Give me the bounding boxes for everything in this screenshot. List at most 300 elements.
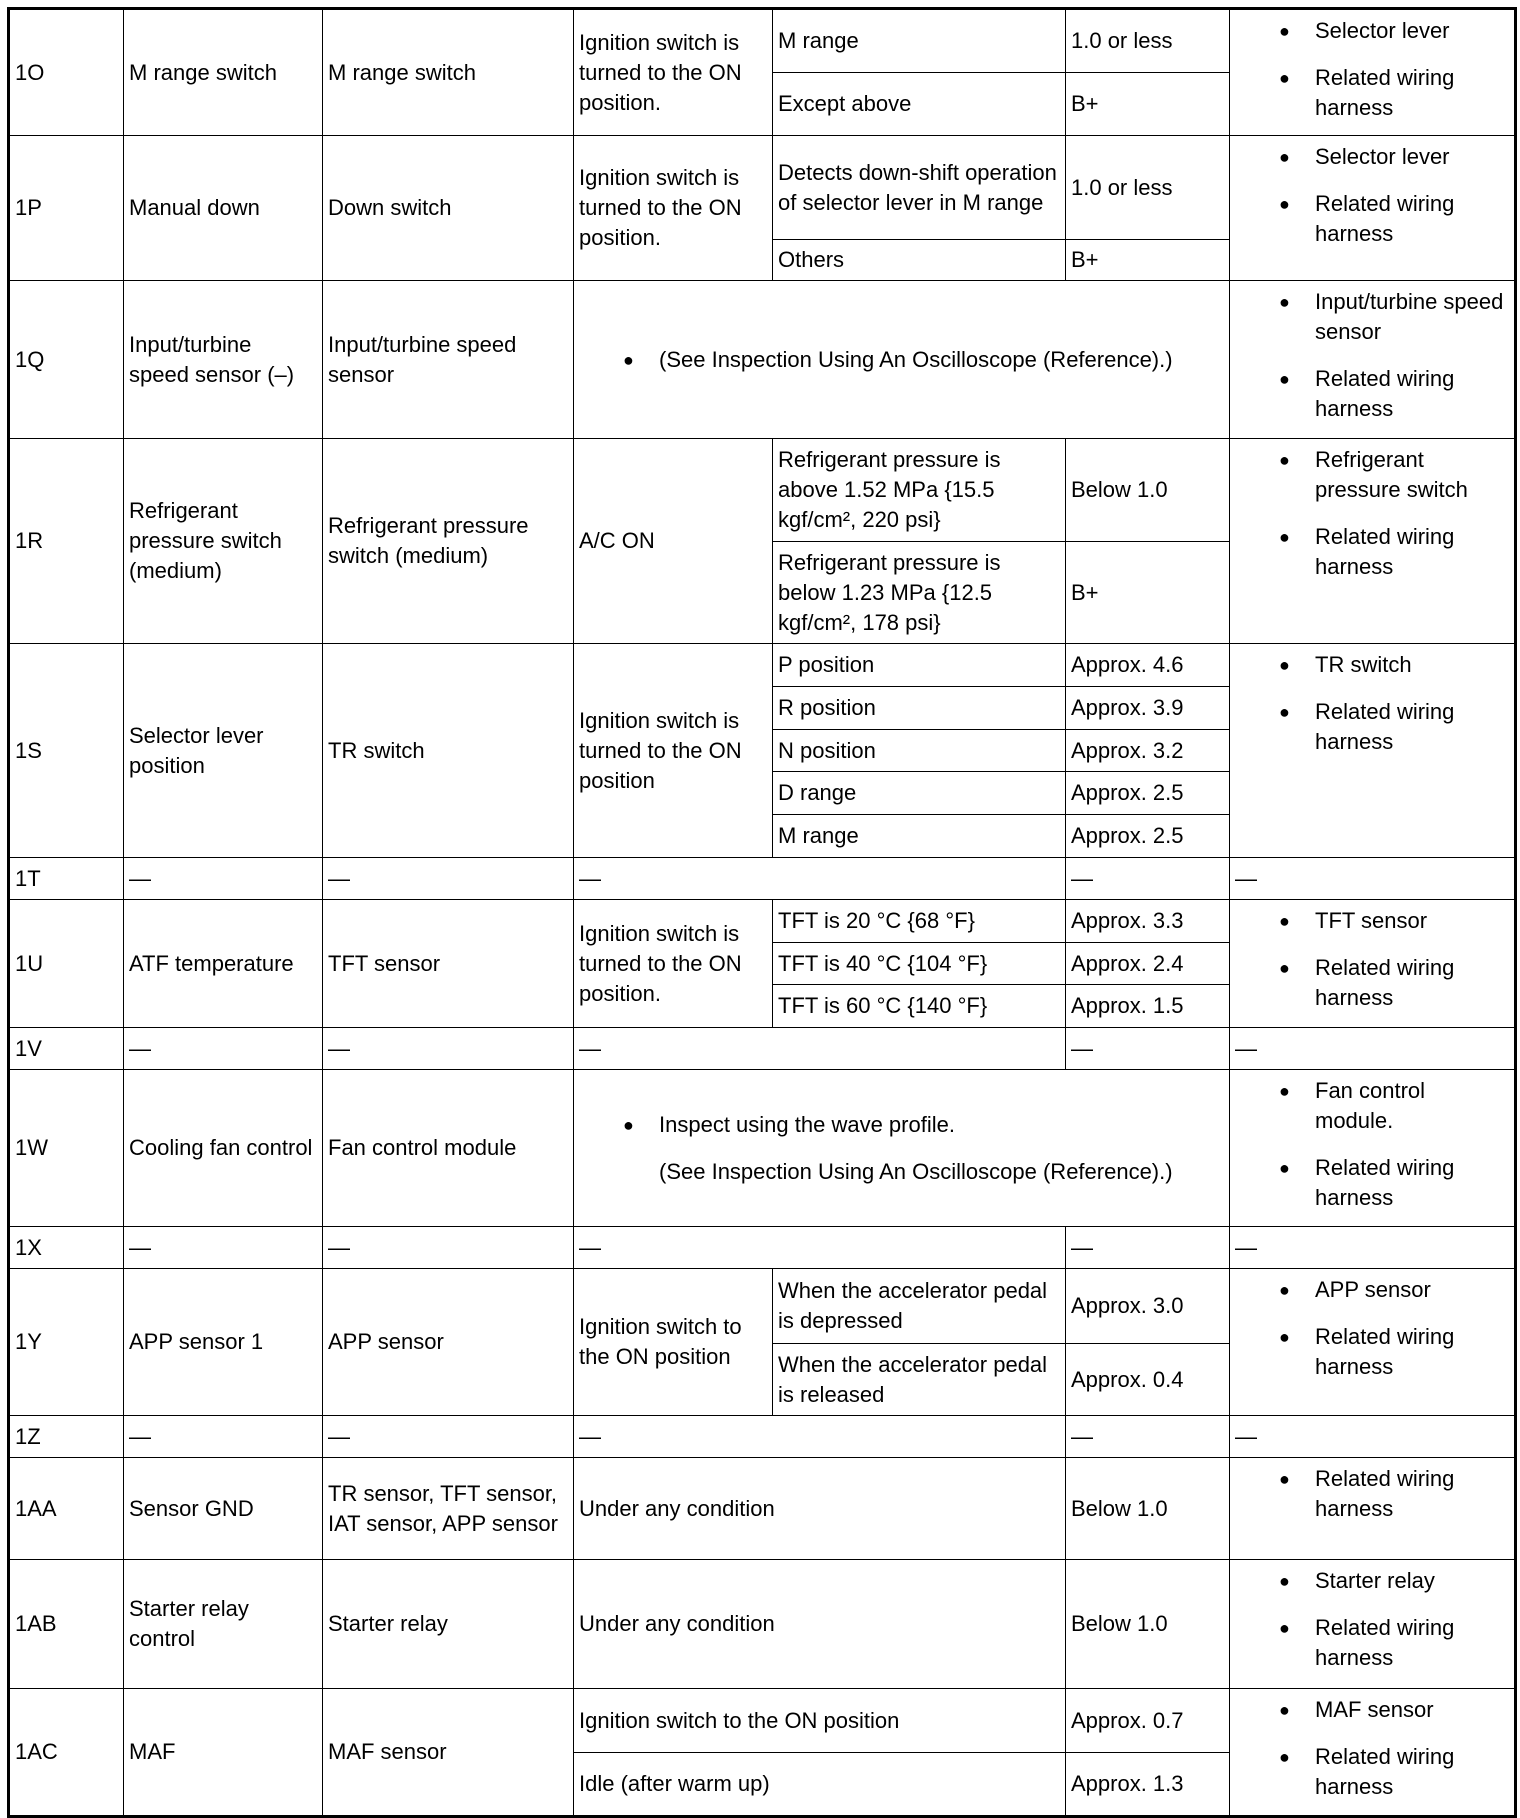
signal-cell <box>124 1458 323 1560</box>
measurement-condition-cell <box>773 687 1066 730</box>
condition-cell-text: — <box>579 1423 601 1449</box>
voltage-cell <box>1066 815 1230 858</box>
voltage-cell-text: — <box>1071 1035 1093 1061</box>
inspection-cell <box>1230 644 1516 858</box>
inspection-cell <box>1230 1070 1516 1227</box>
measurement-condition-cell <box>773 136 1066 240</box>
inspection-item-text: Selector lever <box>1315 18 1450 43</box>
note-cell <box>574 281 1230 439</box>
measurement-condition-cell <box>773 542 1066 644</box>
inspection-item <box>1235 189 1509 249</box>
table-row <box>9 1416 1516 1458</box>
signal-cell-text: Selector lever position <box>129 722 264 778</box>
measurement-condition-cell <box>574 1689 1066 1753</box>
voltage-cell <box>1066 240 1230 281</box>
terminal-cell-text: 1Z <box>15 1423 41 1449</box>
inspection-item-text: APP sensor <box>1315 1277 1431 1302</box>
connected-to-cell-text: TFT sensor <box>328 950 441 976</box>
bullet-icon: ● <box>1279 1469 1290 1489</box>
measurement-condition-cell <box>773 1344 1066 1416</box>
bullet-icon: ● <box>1279 194 1290 214</box>
voltage-cell-text: B+ <box>1071 247 1099 272</box>
voltage-cell-text: Approx. 3.0 <box>1071 1293 1184 1318</box>
inspection-cell <box>1230 1458 1516 1560</box>
connected-to-cell-text: — <box>328 1035 350 1061</box>
inspection-item-text: Starter relay <box>1315 1568 1435 1593</box>
condition-cell-text: — <box>579 1234 601 1260</box>
signal-cell <box>124 439 323 644</box>
measurement-condition-cell <box>773 900 1066 943</box>
terminal-cell <box>9 1227 124 1269</box>
table-row <box>9 1458 1516 1560</box>
voltage-cell-text: — <box>1071 1423 1093 1449</box>
inspection-item <box>1235 445 1509 505</box>
signal-cell-text: — <box>129 865 151 891</box>
bullet-icon: ● <box>1279 1327 1290 1347</box>
condition-cell <box>574 439 773 644</box>
terminal-cell-text: 1U <box>15 950 44 976</box>
inspection-list <box>1235 1566 1509 1673</box>
note-continuation: (See Inspection Using An Oscilloscope (Reference).) <box>659 1158 1173 1184</box>
inspection-item <box>1235 1076 1509 1136</box>
connected-to-cell <box>323 1689 574 1817</box>
measurement-condition-cell <box>773 73 1066 136</box>
measurement-condition-cell <box>773 943 1066 985</box>
voltage-cell <box>1066 900 1230 943</box>
measurement-condition-cell-text: Idle (after warm up) <box>579 1771 770 1796</box>
table-row <box>9 1269 1516 1344</box>
voltage-cell <box>1066 1560 1230 1689</box>
table-row <box>9 1227 1516 1269</box>
condition-cell <box>574 1416 1066 1458</box>
voltage-cell-text: Approx. 2.5 <box>1071 780 1184 805</box>
terminal-cell-text: 1Q <box>15 346 45 372</box>
signal-cell <box>124 644 323 858</box>
inspection-list <box>1235 142 1509 249</box>
inspection-item-text: Related wiring harness <box>1315 191 1455 246</box>
voltage-cell <box>1066 1458 1230 1560</box>
signal-cell-text: Cooling fan control <box>129 1135 313 1160</box>
voltage-cell <box>1066 1227 1230 1269</box>
terminal-cell-text: 1AC <box>15 1739 58 1764</box>
bullet-icon: ● <box>1279 21 1290 41</box>
inspection-list <box>1235 16 1509 123</box>
voltage-cell <box>1066 1753 1230 1817</box>
terminal-voltage-table <box>7 7 1517 1818</box>
voltage-cell <box>1066 136 1230 240</box>
voltage-cell <box>1066 542 1230 644</box>
connected-to-cell <box>323 644 574 858</box>
inspection-list <box>1235 650 1509 757</box>
signal-cell-text: — <box>129 1234 151 1260</box>
connected-to-cell-text: Fan control module <box>328 1135 517 1160</box>
bullet-icon: ● <box>1279 1081 1290 1101</box>
bullet-icon: ● <box>1279 1618 1290 1638</box>
connected-to-cell <box>323 281 574 439</box>
condition-cell-text: Ignition switch to the ON position <box>579 1314 742 1369</box>
terminal-cell-text: 1T <box>15 865 41 891</box>
connected-to-cell <box>323 1458 574 1560</box>
signal-cell <box>124 281 323 439</box>
terminal-cell <box>9 1689 124 1817</box>
measurement-condition-cell-text: R position <box>778 695 876 720</box>
bullet-icon: ● <box>1279 958 1290 978</box>
condition-cell-text: Ignition switch is turned to the ON position. <box>579 29 742 115</box>
measurement-condition-cell <box>773 439 1066 542</box>
connected-to-cell <box>323 1416 574 1458</box>
condition-cell <box>574 1269 773 1416</box>
bullet-icon: ● <box>1279 527 1290 547</box>
inspection-item <box>1235 1613 1509 1673</box>
connected-to-cell-text: APP sensor <box>328 1329 444 1354</box>
inspection-item <box>1235 1464 1509 1524</box>
signal-cell-text: Input/turbine speed sensor (–) <box>129 331 295 387</box>
inspection-item-text: Related wiring harness <box>1315 1324 1455 1379</box>
inspection-list <box>1235 1275 1509 1382</box>
signal-cell-text: ATF temperature <box>129 950 294 976</box>
inspection-item-text: Related wiring harness <box>1315 1744 1455 1799</box>
inspection-item-text: Related wiring harness <box>1315 1466 1455 1521</box>
inspection-item <box>1235 906 1509 936</box>
signal-cell <box>124 1269 323 1416</box>
inspection-item-text: Refrigerant pressure switch <box>1315 447 1468 502</box>
table-row <box>9 1028 1516 1070</box>
connected-to-cell <box>323 1028 574 1070</box>
connected-to-cell-text: TR sensor, TFT sensor, IAT sensor, APP sensor <box>328 1480 558 1536</box>
note-cell <box>574 1070 1230 1227</box>
terminal-cell-text: 1Y <box>15 1329 42 1354</box>
connected-to-cell-text: — <box>328 1234 350 1260</box>
table-row <box>9 136 1516 240</box>
inspection-cell <box>1230 1560 1516 1689</box>
measurement-condition-cell-text: When the accelerator pedal is depressed <box>778 1278 1048 1333</box>
inspection-item <box>1235 1275 1509 1305</box>
voltage-cell <box>1066 644 1230 687</box>
table-row <box>9 439 1516 542</box>
terminal-cell-text: 1AA <box>15 1495 57 1521</box>
inspection-item-text: Related wiring harness <box>1315 366 1455 421</box>
voltage-cell-text: Approx. 2.4 <box>1071 950 1184 976</box>
inspection-cell <box>1230 9 1516 136</box>
measurement-condition-cell <box>773 772 1066 815</box>
voltage-cell-text: B+ <box>1071 579 1099 605</box>
measurement-condition-cell <box>773 730 1066 772</box>
connected-to-cell-text: — <box>328 865 350 891</box>
table-row <box>9 1689 1516 1753</box>
inspection-item <box>1235 364 1509 424</box>
terminal-cell-text: 1R <box>15 528 44 553</box>
connected-to-cell <box>323 1227 574 1269</box>
condition-cell <box>574 1227 1066 1269</box>
condition-cell-text: A/C ON <box>579 528 655 553</box>
connected-to-cell <box>323 1560 574 1689</box>
bullet-icon: ● <box>1279 702 1290 722</box>
connected-to-cell <box>323 900 574 1028</box>
measurement-condition-cell <box>773 9 1066 73</box>
condition-cell <box>574 900 773 1028</box>
connected-to-cell-text: — <box>328 1423 350 1449</box>
condition-cell-text: Ignition switch is turned to the ON position. <box>579 920 742 1006</box>
inspection-item <box>1235 1566 1509 1596</box>
inspection-cell-text: — <box>1235 1423 1257 1449</box>
table-row <box>9 281 1516 439</box>
inspection-item-text: Related wiring harness <box>1315 1155 1455 1210</box>
table-row <box>9 1560 1516 1689</box>
voltage-cell <box>1066 772 1230 815</box>
inspection-item <box>1235 142 1509 172</box>
condition-cell <box>574 136 773 281</box>
measurement-condition-cell-text: D range <box>778 780 857 805</box>
terminal-cell-text: 1X <box>15 1234 42 1260</box>
signal-cell <box>124 1416 323 1458</box>
voltage-cell-text: Approx. 4.6 <box>1071 652 1184 677</box>
voltage-cell-text: B+ <box>1071 91 1099 116</box>
connected-to-cell-text: Input/turbine speed sensor <box>328 331 517 387</box>
voltage-cell-text: Approx. 3.2 <box>1071 737 1184 763</box>
signal-cell-text: — <box>129 1035 151 1061</box>
signal-cell-text: M range switch <box>129 59 277 85</box>
signal-cell-text: APP sensor 1 <box>129 1329 264 1354</box>
table-row <box>9 858 1516 900</box>
inspection-item <box>1235 1153 1509 1213</box>
bullet-icon: ● <box>623 1114 634 1135</box>
voltage-cell-text: Approx. 0.7 <box>1071 1707 1184 1733</box>
terminal-cell <box>9 281 124 439</box>
terminal-cell <box>9 1269 124 1416</box>
inspection-list <box>1235 445 1509 582</box>
terminal-cell <box>9 136 124 281</box>
terminal-cell-text: 1AB <box>15 1611 57 1636</box>
voltage-cell-text: Approx. 1.3 <box>1071 1771 1184 1796</box>
measurement-condition-cell <box>773 240 1066 281</box>
measurement-condition-cell-text: Detects down-shift operation of selector lever in M range <box>778 159 1057 215</box>
signal-cell <box>124 1689 323 1817</box>
table-row <box>9 9 1516 73</box>
inspection-cell <box>1230 1416 1516 1458</box>
voltage-cell <box>1066 687 1230 730</box>
measurement-condition-cell-text: When the accelerator pedal is released <box>778 1351 1048 1407</box>
condition-cell-text: — <box>579 1035 601 1061</box>
inspection-item <box>1235 522 1509 582</box>
voltage-cell-text: 1.0 or less <box>1071 28 1173 53</box>
signal-cell <box>124 900 323 1028</box>
table-row <box>9 1070 1516 1227</box>
terminal-cell-text: 1P <box>15 195 42 220</box>
connected-to-cell-text: MAF sensor <box>328 1739 447 1764</box>
inspection-cell <box>1230 281 1516 439</box>
voltage-cell-text: Below 1.0 <box>1071 1611 1168 1636</box>
terminal-cell <box>9 9 124 136</box>
voltage-cell-text: Below 1.0 <box>1071 477 1168 502</box>
measurement-condition-cell <box>574 1753 1066 1817</box>
bullet-icon: ● <box>1279 147 1290 167</box>
inspection-item-text: Related wiring harness <box>1315 1615 1455 1670</box>
terminal-cell <box>9 1458 124 1560</box>
measurement-condition-cell-text: M range <box>778 823 859 848</box>
inspection-item <box>1235 953 1509 1013</box>
measurement-condition-cell-text: TFT is 20 °C {68 °F} <box>778 908 975 933</box>
connected-to-cell <box>323 136 574 281</box>
inspection-cell <box>1230 858 1516 900</box>
inspection-cell <box>1230 1269 1516 1416</box>
measurement-condition-cell-text: TFT is 40 °C {104 °F} <box>778 950 988 976</box>
condition-cell-text: Ignition switch is turned to the ON position <box>579 707 742 793</box>
voltage-cell <box>1066 1269 1230 1344</box>
measurement-condition-cell <box>773 644 1066 687</box>
condition-cell <box>574 1028 1066 1070</box>
voltage-cell-text: Approx. 3.3 <box>1071 908 1184 933</box>
condition-cell-text: Under any condition <box>579 1495 775 1521</box>
inspection-item <box>1235 1742 1509 1802</box>
bullet-icon: ● <box>1279 1700 1290 1720</box>
measurement-condition-cell <box>773 985 1066 1028</box>
signal-cell <box>124 1227 323 1269</box>
inspection-list <box>1235 1076 1509 1213</box>
measurement-condition-cell-text: Others <box>778 247 845 272</box>
measurement-condition-cell-text: Refrigerant pressure is above 1.52 MPa {15.5 kgf/cm², 220 psi} <box>778 447 1001 532</box>
inspection-cell <box>1230 1028 1516 1070</box>
terminal-cell <box>9 900 124 1028</box>
voltage-cell <box>1066 73 1230 136</box>
signal-cell-text: Manual down <box>129 195 260 220</box>
condition-cell <box>574 1458 1066 1560</box>
signal-cell <box>124 1560 323 1689</box>
voltage-cell-text: 1.0 or less <box>1071 174 1173 200</box>
bullet-icon: ● <box>1279 369 1290 389</box>
table-row <box>9 644 1516 687</box>
bullet-icon: ● <box>1279 68 1290 88</box>
connected-to-cell <box>323 9 574 136</box>
inspection-cell <box>1230 439 1516 644</box>
signal-cell <box>124 858 323 900</box>
bullet-icon: ● <box>1279 292 1290 312</box>
connected-to-cell-text: Starter relay <box>328 1611 448 1636</box>
table-row <box>9 900 1516 943</box>
voltage-cell <box>1066 439 1230 542</box>
inspection-item-text: Related wiring harness <box>1315 699 1455 754</box>
signal-cell-text: Refrigerant pressure switch (medium) <box>129 498 282 583</box>
voltage-cell <box>1066 858 1230 900</box>
signal-cell <box>124 1070 323 1227</box>
inspection-item <box>1235 287 1509 347</box>
inspection-item-text: Input/turbine speed sensor <box>1315 289 1504 344</box>
terminal-cell <box>9 1028 124 1070</box>
inspection-cell <box>1230 1689 1516 1817</box>
measurement-condition-cell <box>773 815 1066 858</box>
note <box>579 345 1224 375</box>
signal-cell-text: MAF <box>129 1739 176 1764</box>
bullet-icon: ● <box>1279 1747 1290 1767</box>
voltage-cell-text: — <box>1071 865 1093 891</box>
inspection-cell <box>1230 1227 1516 1269</box>
inspection-item-text: Related wiring harness <box>1315 524 1455 579</box>
connected-to-cell-text: TR switch <box>328 737 425 763</box>
inspection-list <box>1235 1695 1509 1802</box>
voltage-cell <box>1066 1689 1230 1753</box>
note <box>579 1110 1224 1187</box>
condition-cell <box>574 858 1066 900</box>
terminal-cell-text: 1S <box>15 737 42 763</box>
inspection-item <box>1235 1322 1509 1382</box>
condition-cell-text: Ignition switch is turned to the ON position. <box>579 165 742 250</box>
inspection-list <box>1235 287 1509 424</box>
inspection-cell-text: — <box>1235 865 1257 891</box>
condition-cell-text: Under any condition <box>579 1611 775 1636</box>
terminal-cell-text: 1V <box>15 1035 42 1061</box>
inspection-item-text: Related wiring harness <box>1315 955 1455 1010</box>
voltage-cell <box>1066 1416 1230 1458</box>
inspection-item <box>1235 16 1509 46</box>
bullet-icon: ● <box>623 349 634 370</box>
voltage-cell-text: Approx. 2.5 <box>1071 823 1184 848</box>
voltage-cell-text: Below 1.0 <box>1071 1495 1168 1521</box>
inspection-item-text: Fan control module. <box>1315 1078 1426 1133</box>
terminal-cell <box>9 439 124 644</box>
measurement-condition-cell-text: P position <box>778 652 875 677</box>
measurement-condition-cell-text: Except above <box>778 91 912 116</box>
terminal-cell-text: 1O <box>15 59 45 85</box>
measurement-condition-cell-text: TFT is 60 °C {140 °F} <box>778 993 988 1018</box>
signal-cell <box>124 9 323 136</box>
connected-to-cell-text: Refrigerant pressure switch (medium) <box>328 513 529 568</box>
voltage-cell-text: Approx. 1.5 <box>1071 993 1184 1018</box>
condition-cell <box>574 644 773 858</box>
note-text: Inspect using the wave profile. <box>659 1111 955 1137</box>
bullet-icon: ● <box>1279 1280 1290 1300</box>
terminal-cell <box>9 1070 124 1227</box>
voltage-cell <box>1066 9 1230 73</box>
condition-cell <box>574 9 773 136</box>
voltage-cell <box>1066 985 1230 1028</box>
measurement-condition-cell <box>773 1269 1066 1344</box>
inspection-list <box>1235 1464 1509 1524</box>
signal-cell <box>124 136 323 281</box>
bullet-icon: ● <box>1279 655 1290 675</box>
voltage-cell <box>1066 730 1230 772</box>
measurement-condition-cell-text: Ignition switch to the ON position <box>579 1707 900 1733</box>
note-text: (See Inspection Using An Oscilloscope (Reference).) <box>659 346 1173 372</box>
connected-to-cell-text: M range switch <box>328 59 476 85</box>
voltage-cell <box>1066 1028 1230 1070</box>
bullet-icon: ● <box>1279 1571 1290 1591</box>
voltage-cell-text: — <box>1071 1234 1093 1260</box>
inspection-item <box>1235 697 1509 757</box>
terminal-cell <box>9 1416 124 1458</box>
connected-to-cell-text: Down switch <box>328 195 452 220</box>
inspection-item-text: MAF sensor <box>1315 1697 1434 1722</box>
signal-cell <box>124 1028 323 1070</box>
inspection-item-text: TR switch <box>1315 652 1412 677</box>
signal-cell-text: — <box>129 1423 151 1449</box>
voltage-cell-text: Approx. 0.4 <box>1071 1366 1184 1392</box>
inspection-item-text: Selector lever <box>1315 144 1450 169</box>
connected-to-cell <box>323 858 574 900</box>
inspection-item <box>1235 63 1509 123</box>
voltage-cell <box>1066 943 1230 985</box>
inspection-item <box>1235 1695 1509 1725</box>
inspection-item <box>1235 650 1509 680</box>
condition-cell <box>574 1560 1066 1689</box>
bullet-icon: ● <box>1279 1158 1290 1178</box>
connected-to-cell <box>323 1269 574 1416</box>
inspection-list <box>1235 906 1509 1013</box>
inspection-cell-text: — <box>1235 1234 1257 1260</box>
measurement-condition-cell-text: M range <box>778 28 859 53</box>
voltage-cell <box>1066 1344 1230 1416</box>
inspection-cell <box>1230 136 1516 281</box>
terminal-cell <box>9 858 124 900</box>
terminal-cell <box>9 1560 124 1689</box>
